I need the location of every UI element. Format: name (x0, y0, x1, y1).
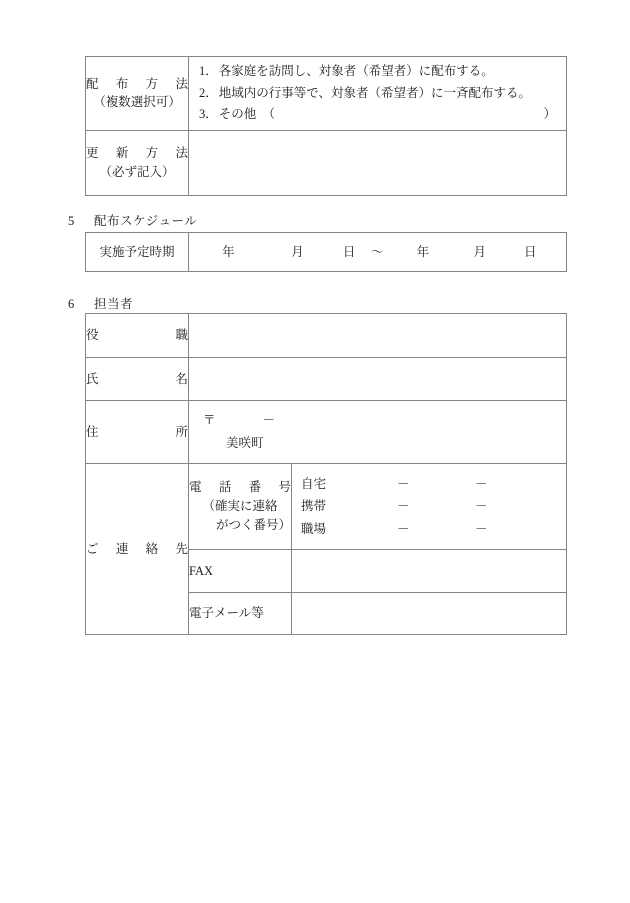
schedule-section-number: 5 (68, 214, 75, 228)
table-row-address (86, 401, 567, 464)
distribution-option-1-number: 1． (199, 64, 218, 78)
telephone-entries-cell[interactable] (292, 464, 567, 550)
position-value[interactable] (189, 314, 567, 358)
telephone-label-line3: がつく番号） (215, 517, 291, 532)
schedule-section-heading (68, 211, 197, 229)
distribution-option-1-text: 各家庭を訪問し、対象者（希望者）に配布する。 (218, 64, 494, 78)
schedule-table (85, 232, 567, 272)
schedule-row-label (86, 233, 189, 272)
postal-code-dash: － (262, 412, 276, 427)
schedule-year-start: 年 (222, 244, 235, 259)
address-town-name: 美咲町 (226, 436, 264, 450)
telephone-entry-home[interactable] (301, 473, 566, 495)
distribution-method-label-line2: （複数選択可） (93, 95, 181, 110)
distribution-option-3-number: 3． (199, 107, 218, 121)
contact-group-label-text: ご連絡先 (86, 541, 188, 556)
telephone-entry-mobile[interactable] (301, 495, 566, 517)
name-value[interactable] (189, 358, 567, 401)
telephone-entry-mobile-label: 携帯 (301, 499, 327, 514)
table-row-name (86, 358, 567, 401)
distribution-option-2-text: 地域内の行事等で、対象者（希望者）に一斉配布する。 (218, 85, 532, 100)
table-row-position (86, 314, 567, 358)
contact-section-title: 担当者 (94, 297, 134, 311)
schedule-period-line (189, 243, 566, 262)
schedule-period-cell[interactable] (189, 233, 567, 272)
distribution-option-2[interactable] (199, 83, 556, 105)
position-label-text: 役職 (86, 328, 188, 343)
address-label-text: 住所 (86, 424, 188, 439)
update-method-label-line1: 更新方法 (86, 145, 188, 160)
distribution-option-3-text: その他 （ (218, 107, 276, 121)
telephone-entry-work-dash1: － (397, 521, 410, 536)
telephone-label-line2: （確実に連絡 (202, 499, 278, 514)
fax-value[interactable] (292, 550, 567, 593)
update-method-label (86, 130, 189, 195)
contact-section-number: 6 (68, 297, 75, 311)
telephone-entry-work-dash2: － (475, 521, 488, 536)
email-label (189, 593, 292, 635)
telephone-entry-work[interactable] (301, 518, 566, 540)
fax-label-text: FAX (189, 563, 214, 578)
update-method-value[interactable] (189, 130, 567, 195)
distribution-method-table (85, 56, 567, 196)
distribution-option-3[interactable] (199, 104, 556, 126)
email-label-text: 電子メール等 (189, 606, 264, 621)
fax-label (189, 550, 292, 593)
postal-mark-icon: 〒 (203, 412, 216, 427)
telephone-entry-work-label: 職場 (301, 521, 327, 536)
distribution-option-2-number: 2． (199, 85, 218, 100)
telephone-entry-home-label: 自宅 (301, 477, 327, 492)
address-postal-line (203, 409, 566, 432)
table-row-telephone (86, 464, 567, 550)
schedule-row-label-text: 実施予定時期 (99, 244, 175, 259)
schedule-month-end: 月 (473, 244, 486, 259)
telephone-label (189, 464, 292, 550)
distribution-options-list (189, 57, 566, 130)
update-method-label-line2: （必ず記入） (99, 164, 175, 179)
address-label (86, 401, 189, 464)
telephone-entries (292, 469, 566, 544)
distribution-option-3-close-paren: ） (543, 107, 556, 121)
table-row-schedule (86, 233, 567, 272)
name-label-text: 氏名 (86, 371, 188, 386)
position-label (86, 314, 189, 358)
table-row-update-method (86, 130, 567, 195)
table-row-distribution-method (86, 57, 567, 131)
schedule-range-tilde: ～ (370, 244, 384, 259)
email-value[interactable] (292, 593, 567, 635)
address-value-cell[interactable] (189, 401, 567, 464)
distribution-options-cell[interactable] (189, 57, 567, 131)
contact-table (85, 313, 567, 635)
schedule-day-start: 日 (342, 244, 356, 259)
contact-section-heading (68, 294, 133, 312)
distribution-option-1[interactable] (199, 61, 556, 83)
telephone-entry-home-dash2: － (475, 477, 488, 492)
schedule-day-end: 日 (523, 244, 537, 259)
name-label (86, 358, 189, 401)
schedule-year-end: 年 (416, 244, 430, 259)
distribution-method-label (86, 57, 189, 131)
contact-group-label (86, 464, 189, 635)
address-content (189, 403, 566, 461)
telephone-entry-home-dash1: － (397, 477, 410, 492)
schedule-month-start: 月 (291, 244, 304, 259)
distribution-method-label-line1: 配布方法 (86, 76, 188, 91)
schedule-section-title: 配布スケジュール (94, 214, 198, 228)
telephone-entry-mobile-dash2: － (475, 499, 488, 514)
telephone-entry-mobile-dash1: － (397, 499, 410, 514)
telephone-label-line1: 電話番号 (189, 480, 291, 495)
